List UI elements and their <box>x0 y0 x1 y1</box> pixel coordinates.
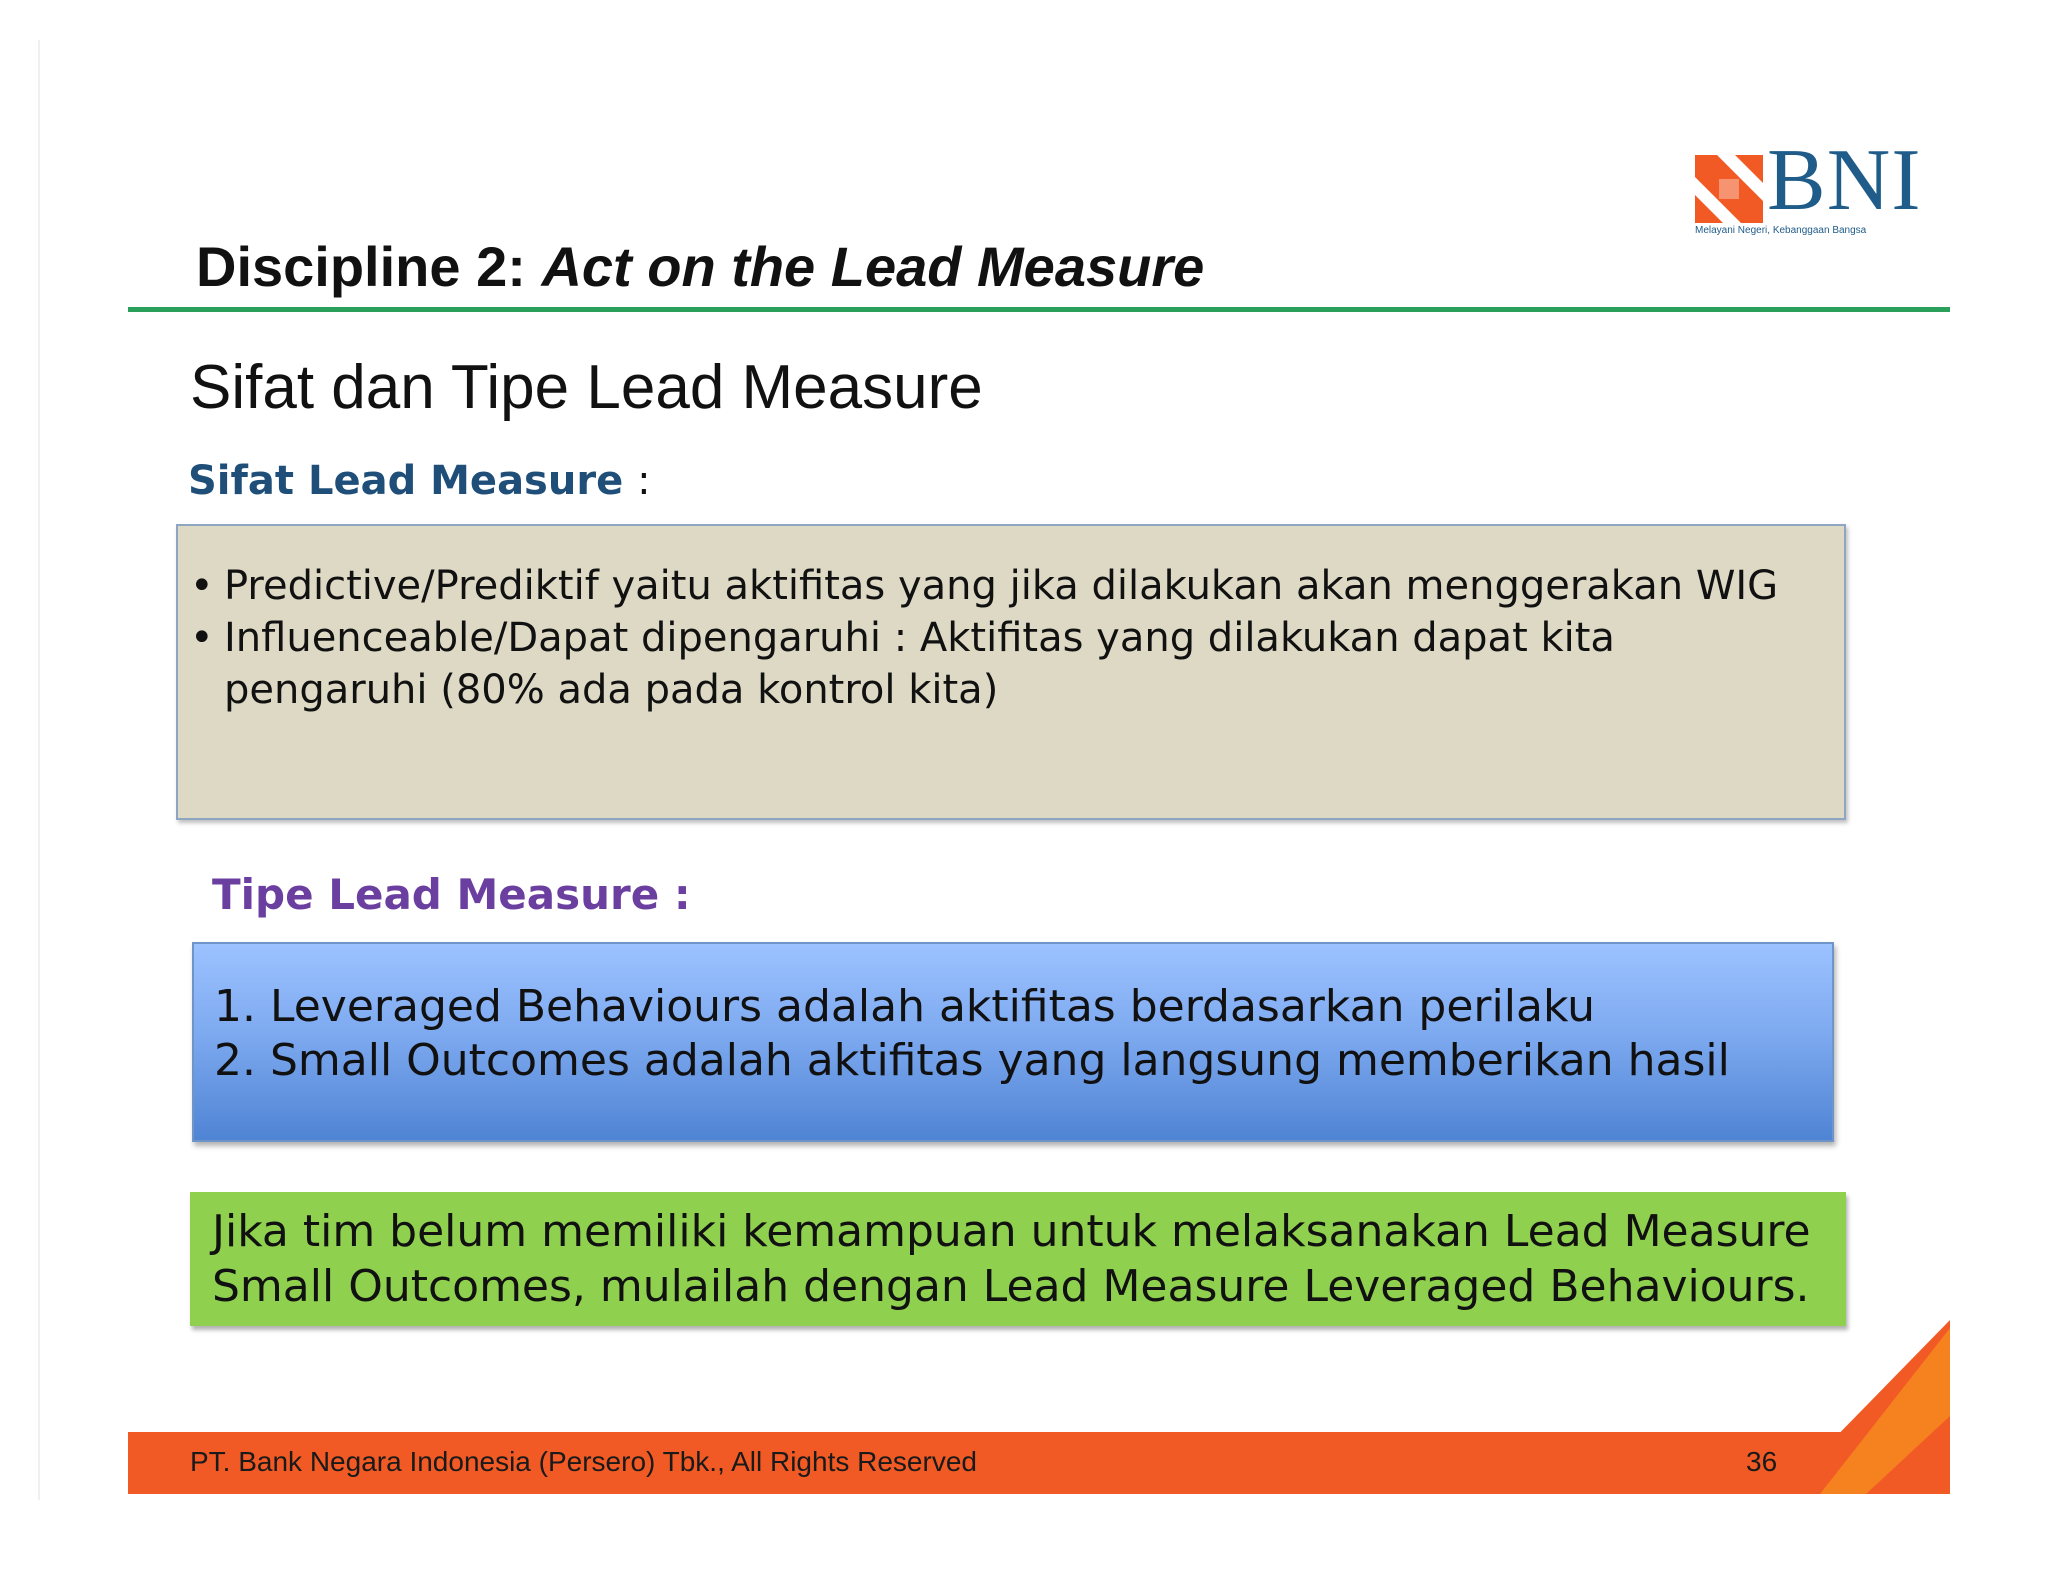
sifat-heading-label: Sifat Lead Measure <box>188 458 624 504</box>
section-subtitle: Sifat dan Tipe Lead Measure <box>190 353 983 422</box>
sifat-list <box>188 560 1828 716</box>
sifat-item-predictive: • Predictive/Prediktif yaitu aktifitas yang jika dilakukan akan menggerakan WIG <box>188 560 1828 612</box>
tipe-list <box>214 980 1730 1088</box>
bni-logo-mark-icon <box>1695 155 1763 223</box>
tipe-item-leveraged: 1. Leveraged Behaviours adalah aktifitas berdasarkan perilaku <box>214 981 1595 1032</box>
tipe-heading: Tipe Lead Measure : <box>212 870 691 919</box>
page-title <box>196 234 1204 299</box>
note-text: Jika tim belum memiliki kemampuan untuk melaksanakan Lead Measure Small Outcomes, mulailah dengan Lead Measure Leveraged Behaviours. <box>212 1206 1811 1312</box>
bni-tagline: Melayani Negeri, Kebanggaan Bangsa <box>1695 225 1867 236</box>
sifat-heading-colon: : <box>637 458 651 504</box>
page-number: 36 <box>1746 1446 1778 1477</box>
page-title-italic: Act on the Lead Measure <box>541 235 1205 298</box>
page-edge-line <box>38 40 40 1500</box>
bni-logo <box>1695 132 1925 245</box>
bni-wordmark: BNI <box>1767 132 1922 229</box>
sifat-box <box>176 524 1846 820</box>
sifat-item-influenceable: • Influenceable/Dapat dipengaruhi : Aktifitas yang dilakukan dapat kita pengaruhi (80% ada pada kontrol kita) <box>188 612 1828 716</box>
note-box <box>190 1192 1846 1326</box>
title-divider <box>128 307 1950 312</box>
tipe-item-small-outcomes: 2. Small Outcomes adalah aktifitas yang langsung memberikan hasil <box>214 1035 1730 1086</box>
page-title-prefix: Discipline 2: <box>196 235 526 298</box>
tipe-box <box>192 942 1834 1142</box>
footer-copyright: PT. Bank Negara Indonesia (Persero) Tbk., All Rights Reserved <box>190 1446 977 1477</box>
sifat-heading <box>188 458 651 504</box>
corner-accent-icon <box>1780 1320 1950 1494</box>
